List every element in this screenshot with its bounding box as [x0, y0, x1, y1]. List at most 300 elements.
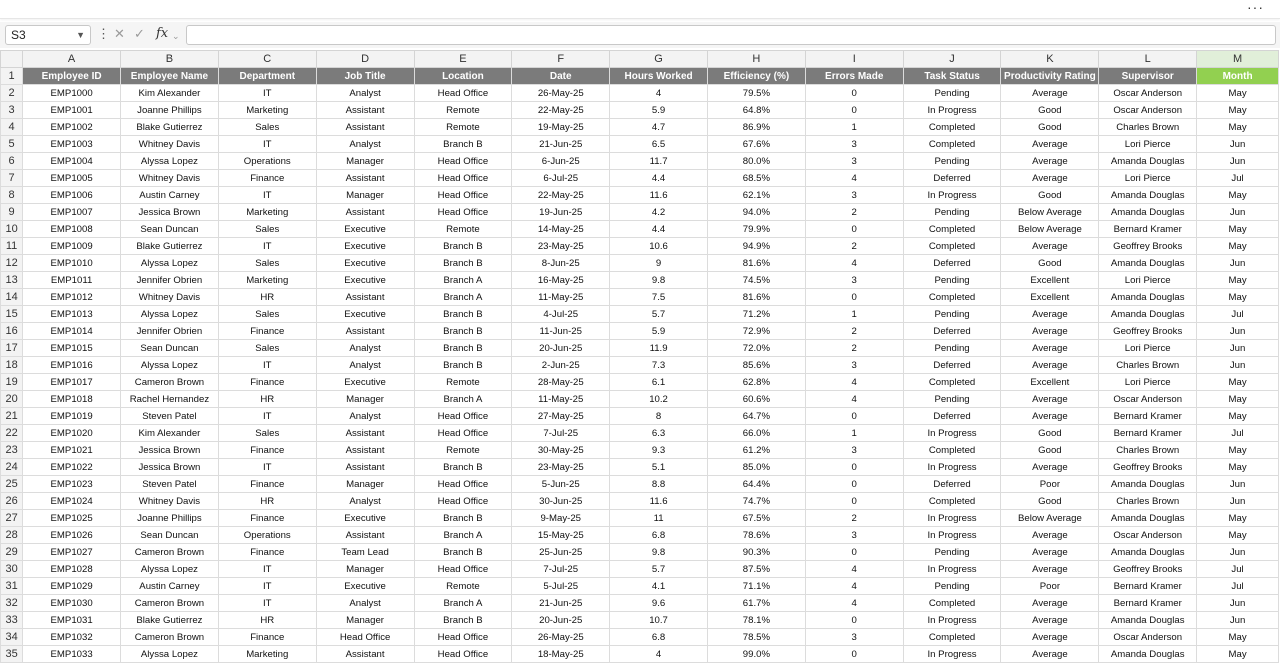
- cell[interactable]: Sean Duncan: [121, 527, 219, 544]
- cell[interactable]: In Progress: [903, 646, 1001, 663]
- cell[interactable]: EMP1004: [23, 153, 121, 170]
- cell[interactable]: Steven Patel: [121, 408, 219, 425]
- cell[interactable]: IT: [218, 357, 316, 374]
- cell[interactable]: EMP1019: [23, 408, 121, 425]
- cell[interactable]: Lori Pierce: [1099, 340, 1197, 357]
- cell[interactable]: Good: [1001, 102, 1099, 119]
- row-number[interactable]: 15: [1, 306, 23, 323]
- cell[interactable]: 6.3: [610, 425, 708, 442]
- cell[interactable]: 90.3%: [707, 544, 805, 561]
- cell[interactable]: Alyssa Lopez: [121, 153, 219, 170]
- row-number[interactable]: 26: [1, 493, 23, 510]
- header-cell[interactable]: Department: [218, 68, 316, 85]
- cell[interactable]: 2-Jun-25: [512, 357, 610, 374]
- cell[interactable]: Remote: [414, 374, 512, 391]
- cell[interactable]: 4.2: [610, 204, 708, 221]
- cell[interactable]: EMP1018: [23, 391, 121, 408]
- cell[interactable]: 1: [805, 425, 903, 442]
- cell[interactable]: Pending: [903, 272, 1001, 289]
- row-number[interactable]: 25: [1, 476, 23, 493]
- cell[interactable]: Jul: [1197, 306, 1279, 323]
- cell[interactable]: IT: [218, 459, 316, 476]
- cell[interactable]: Jul: [1197, 578, 1279, 595]
- cell[interactable]: IT: [218, 408, 316, 425]
- cell[interactable]: Branch A: [414, 595, 512, 612]
- cell[interactable]: 27-May-25: [512, 408, 610, 425]
- cell[interactable]: Whitney Davis: [121, 493, 219, 510]
- header-cell[interactable]: Errors Made: [805, 68, 903, 85]
- cell[interactable]: 2: [805, 323, 903, 340]
- column-header[interactable]: J: [903, 51, 1001, 68]
- cell[interactable]: Pending: [903, 544, 1001, 561]
- cell[interactable]: 0: [805, 459, 903, 476]
- cell[interactable]: Head Office: [414, 204, 512, 221]
- row-number[interactable]: 28: [1, 527, 23, 544]
- cell[interactable]: Cameron Brown: [121, 374, 219, 391]
- cell[interactable]: May: [1197, 442, 1279, 459]
- cell[interactable]: May: [1197, 391, 1279, 408]
- cell[interactable]: 0: [805, 408, 903, 425]
- cell[interactable]: EMP1030: [23, 595, 121, 612]
- cell[interactable]: Bernard Kramer: [1099, 578, 1197, 595]
- cell[interactable]: Team Lead: [316, 544, 414, 561]
- cell[interactable]: Amanda Douglas: [1099, 306, 1197, 323]
- cell[interactable]: Head Office: [414, 187, 512, 204]
- cell[interactable]: 21-Jun-25: [512, 595, 610, 612]
- cell[interactable]: Charles Brown: [1099, 442, 1197, 459]
- cell[interactable]: 74.5%: [707, 272, 805, 289]
- cell[interactable]: EMP1028: [23, 561, 121, 578]
- cell[interactable]: HR: [218, 612, 316, 629]
- header-cell[interactable]: Employee Name: [121, 68, 219, 85]
- cell[interactable]: EMP1017: [23, 374, 121, 391]
- cell[interactable]: 23-May-25: [512, 459, 610, 476]
- row-number[interactable]: 2: [1, 85, 23, 102]
- cell[interactable]: May: [1197, 459, 1279, 476]
- cell[interactable]: Average: [1001, 544, 1099, 561]
- cell[interactable]: Finance: [218, 442, 316, 459]
- cell[interactable]: May: [1197, 85, 1279, 102]
- cell[interactable]: 4: [805, 374, 903, 391]
- cell[interactable]: Executive: [316, 238, 414, 255]
- row-number[interactable]: 5: [1, 136, 23, 153]
- cell[interactable]: IT: [218, 85, 316, 102]
- cell[interactable]: EMP1009: [23, 238, 121, 255]
- cell[interactable]: In Progress: [903, 459, 1001, 476]
- cell[interactable]: 4: [805, 170, 903, 187]
- cell[interactable]: 67.6%: [707, 136, 805, 153]
- column-header[interactable]: G: [610, 51, 708, 68]
- cell[interactable]: Assistant: [316, 289, 414, 306]
- row-number[interactable]: 3: [1, 102, 23, 119]
- cell[interactable]: Completed: [903, 595, 1001, 612]
- cell[interactable]: Head Office: [316, 629, 414, 646]
- cell[interactable]: 30-Jun-25: [512, 493, 610, 510]
- cell[interactable]: EMP1027: [23, 544, 121, 561]
- cell[interactable]: Average: [1001, 153, 1099, 170]
- column-header[interactable]: C: [218, 51, 316, 68]
- cell[interactable]: Sales: [218, 119, 316, 136]
- cell[interactable]: Completed: [903, 289, 1001, 306]
- header-cell[interactable]: Supervisor: [1099, 68, 1197, 85]
- cell[interactable]: Amanda Douglas: [1099, 187, 1197, 204]
- cell[interactable]: Head Office: [414, 476, 512, 493]
- cell[interactable]: Jun: [1197, 136, 1279, 153]
- cell[interactable]: Head Office: [414, 561, 512, 578]
- cell[interactable]: Branch B: [414, 357, 512, 374]
- cell[interactable]: Amanda Douglas: [1099, 476, 1197, 493]
- cell[interactable]: Marketing: [218, 272, 316, 289]
- cell[interactable]: 71.2%: [707, 306, 805, 323]
- cell[interactable]: Deferred: [903, 170, 1001, 187]
- cell[interactable]: Lori Pierce: [1099, 170, 1197, 187]
- cell[interactable]: IT: [218, 187, 316, 204]
- cell[interactable]: In Progress: [903, 561, 1001, 578]
- cell[interactable]: Assistant: [316, 646, 414, 663]
- cell[interactable]: 3: [805, 153, 903, 170]
- cell[interactable]: 0: [805, 221, 903, 238]
- cell[interactable]: Cameron Brown: [121, 595, 219, 612]
- cell[interactable]: 9: [610, 255, 708, 272]
- cell[interactable]: Average: [1001, 136, 1099, 153]
- cell[interactable]: Amanda Douglas: [1099, 612, 1197, 629]
- cell[interactable]: 6.1: [610, 374, 708, 391]
- cell[interactable]: 4: [805, 255, 903, 272]
- cell[interactable]: Alyssa Lopez: [121, 561, 219, 578]
- cell[interactable]: 79.5%: [707, 85, 805, 102]
- cell[interactable]: Manager: [316, 612, 414, 629]
- cell[interactable]: Branch B: [414, 323, 512, 340]
- cell[interactable]: 66.0%: [707, 425, 805, 442]
- cell[interactable]: Austin Carney: [121, 187, 219, 204]
- cell[interactable]: Remote: [414, 442, 512, 459]
- cell[interactable]: Head Office: [414, 629, 512, 646]
- cell[interactable]: 94.9%: [707, 238, 805, 255]
- cell[interactable]: Assistant: [316, 442, 414, 459]
- cell[interactable]: 4: [805, 595, 903, 612]
- cell[interactable]: Excellent: [1001, 374, 1099, 391]
- cell[interactable]: Jul: [1197, 170, 1279, 187]
- cell[interactable]: Marketing: [218, 102, 316, 119]
- cell[interactable]: Bernard Kramer: [1099, 221, 1197, 238]
- cell[interactable]: Alyssa Lopez: [121, 306, 219, 323]
- cell[interactable]: Average: [1001, 459, 1099, 476]
- cell[interactable]: Branch A: [414, 391, 512, 408]
- cell[interactable]: Branch B: [414, 510, 512, 527]
- cell[interactable]: Steven Patel: [121, 476, 219, 493]
- cell[interactable]: HR: [218, 289, 316, 306]
- cell[interactable]: 87.5%: [707, 561, 805, 578]
- cell[interactable]: Amanda Douglas: [1099, 153, 1197, 170]
- cell[interactable]: EMP1032: [23, 629, 121, 646]
- cell[interactable]: EMP1013: [23, 306, 121, 323]
- cell[interactable]: 5.9: [610, 102, 708, 119]
- cell[interactable]: May: [1197, 119, 1279, 136]
- cell[interactable]: Jun: [1197, 204, 1279, 221]
- cell[interactable]: In Progress: [903, 612, 1001, 629]
- cell[interactable]: Branch B: [414, 255, 512, 272]
- cell[interactable]: 3: [805, 442, 903, 459]
- header-cell[interactable]: Job Title: [316, 68, 414, 85]
- cell[interactable]: EMP1005: [23, 170, 121, 187]
- cell[interactable]: 11: [610, 510, 708, 527]
- cell[interactable]: Head Office: [414, 646, 512, 663]
- cell[interactable]: Executive: [316, 255, 414, 272]
- cell[interactable]: Deferred: [903, 476, 1001, 493]
- cell[interactable]: 0: [805, 476, 903, 493]
- row-number[interactable]: 11: [1, 238, 23, 255]
- header-cell[interactable]: Hours Worked: [610, 68, 708, 85]
- cell[interactable]: EMP1010: [23, 255, 121, 272]
- cell[interactable]: 79.9%: [707, 221, 805, 238]
- cell[interactable]: 99.0%: [707, 646, 805, 663]
- cell[interactable]: Cameron Brown: [121, 544, 219, 561]
- cell[interactable]: Finance: [218, 510, 316, 527]
- cell[interactable]: Deferred: [903, 255, 1001, 272]
- cell[interactable]: Assistant: [316, 119, 414, 136]
- cell[interactable]: Oscar Anderson: [1099, 391, 1197, 408]
- cell[interactable]: Sean Duncan: [121, 340, 219, 357]
- row-number[interactable]: 20: [1, 391, 23, 408]
- cell[interactable]: 81.6%: [707, 289, 805, 306]
- cell[interactable]: Jul: [1197, 425, 1279, 442]
- cell[interactable]: 5-Jul-25: [512, 578, 610, 595]
- cell[interactable]: Kim Alexander: [121, 425, 219, 442]
- cell[interactable]: 2: [805, 204, 903, 221]
- cell[interactable]: EMP1001: [23, 102, 121, 119]
- cell[interactable]: 20-Jun-25: [512, 340, 610, 357]
- cell[interactable]: Whitney Davis: [121, 170, 219, 187]
- row-number[interactable]: 7: [1, 170, 23, 187]
- cell[interactable]: Pending: [903, 85, 1001, 102]
- cell[interactable]: 61.7%: [707, 595, 805, 612]
- cell[interactable]: Whitney Davis: [121, 136, 219, 153]
- row-number[interactable]: 4: [1, 119, 23, 136]
- cell[interactable]: Average: [1001, 170, 1099, 187]
- cell[interactable]: Head Office: [414, 493, 512, 510]
- cell[interactable]: Alyssa Lopez: [121, 646, 219, 663]
- cell[interactable]: 2: [805, 510, 903, 527]
- cell[interactable]: May: [1197, 510, 1279, 527]
- cell[interactable]: May: [1197, 374, 1279, 391]
- cell[interactable]: 85.0%: [707, 459, 805, 476]
- header-cell[interactable]: Month: [1197, 68, 1279, 85]
- cell[interactable]: Bernard Kramer: [1099, 595, 1197, 612]
- cell[interactable]: 7-Jul-25: [512, 561, 610, 578]
- cell[interactable]: Finance: [218, 170, 316, 187]
- cancel-icon[interactable]: ✕: [114, 26, 125, 41]
- cell[interactable]: 22-May-25: [512, 187, 610, 204]
- cell[interactable]: Pending: [903, 306, 1001, 323]
- cell[interactable]: 5.7: [610, 306, 708, 323]
- cell[interactable]: 10.7: [610, 612, 708, 629]
- cell[interactable]: 11.6: [610, 493, 708, 510]
- cell[interactable]: 14-May-25: [512, 221, 610, 238]
- cell[interactable]: 6.8: [610, 629, 708, 646]
- row-number[interactable]: 8: [1, 187, 23, 204]
- cell[interactable]: In Progress: [903, 425, 1001, 442]
- cell[interactable]: 26-May-25: [512, 629, 610, 646]
- cell[interactable]: Good: [1001, 187, 1099, 204]
- cell[interactable]: Good: [1001, 255, 1099, 272]
- column-header[interactable]: L: [1099, 51, 1197, 68]
- cell[interactable]: Kim Alexander: [121, 85, 219, 102]
- cell[interactable]: In Progress: [903, 510, 1001, 527]
- cell[interactable]: Completed: [903, 119, 1001, 136]
- cell[interactable]: 20-Jun-25: [512, 612, 610, 629]
- cell[interactable]: Sales: [218, 221, 316, 238]
- cell[interactable]: Branch B: [414, 340, 512, 357]
- cell[interactable]: EMP1002: [23, 119, 121, 136]
- cell[interactable]: 71.1%: [707, 578, 805, 595]
- row-number[interactable]: 22: [1, 425, 23, 442]
- cell[interactable]: Good: [1001, 119, 1099, 136]
- cell[interactable]: Remote: [414, 221, 512, 238]
- cell[interactable]: Blake Gutierrez: [121, 238, 219, 255]
- cell[interactable]: Jennifer Obrien: [121, 323, 219, 340]
- cell[interactable]: Oscar Anderson: [1099, 629, 1197, 646]
- cell[interactable]: 0: [805, 493, 903, 510]
- cell[interactable]: Geoffrey Brooks: [1099, 238, 1197, 255]
- cell[interactable]: 60.6%: [707, 391, 805, 408]
- cell[interactable]: Assistant: [316, 204, 414, 221]
- name-box[interactable]: [5, 25, 91, 45]
- column-header[interactable]: H: [707, 51, 805, 68]
- cell[interactable]: 81.6%: [707, 255, 805, 272]
- cell[interactable]: 10.6: [610, 238, 708, 255]
- cell[interactable]: 6.5: [610, 136, 708, 153]
- cell[interactable]: 4: [610, 85, 708, 102]
- cell[interactable]: 94.0%: [707, 204, 805, 221]
- row-number[interactable]: 1: [1, 68, 23, 85]
- cell[interactable]: Executive: [316, 510, 414, 527]
- cell[interactable]: Manager: [316, 391, 414, 408]
- cell[interactable]: 4.4: [610, 170, 708, 187]
- cell[interactable]: 11-May-25: [512, 289, 610, 306]
- cell[interactable]: May: [1197, 187, 1279, 204]
- cell[interactable]: Joanne Phillips: [121, 102, 219, 119]
- cell[interactable]: Remote: [414, 119, 512, 136]
- cell[interactable]: Average: [1001, 85, 1099, 102]
- cell[interactable]: Completed: [903, 493, 1001, 510]
- row-number[interactable]: 19: [1, 374, 23, 391]
- cell[interactable]: 0: [805, 612, 903, 629]
- cell[interactable]: Jun: [1197, 476, 1279, 493]
- cell[interactable]: May: [1197, 221, 1279, 238]
- cell[interactable]: Completed: [903, 374, 1001, 391]
- cell[interactable]: Jun: [1197, 153, 1279, 170]
- cell[interactable]: 6.8: [610, 527, 708, 544]
- cell[interactable]: 4: [610, 646, 708, 663]
- cell[interactable]: 1: [805, 119, 903, 136]
- cell[interactable]: 11.6: [610, 187, 708, 204]
- cell[interactable]: Poor: [1001, 578, 1099, 595]
- cell[interactable]: 1: [805, 306, 903, 323]
- cell[interactable]: Blake Gutierrez: [121, 119, 219, 136]
- cell[interactable]: Sales: [218, 255, 316, 272]
- row-number[interactable]: 29: [1, 544, 23, 561]
- cell[interactable]: IT: [218, 136, 316, 153]
- row-number[interactable]: 6: [1, 153, 23, 170]
- cell[interactable]: May: [1197, 629, 1279, 646]
- cell[interactable]: 3: [805, 357, 903, 374]
- more-options-button[interactable]: ···: [1247, 0, 1264, 15]
- cell[interactable]: Lori Pierce: [1099, 136, 1197, 153]
- cell[interactable]: Geoffrey Brooks: [1099, 459, 1197, 476]
- cell[interactable]: Cameron Brown: [121, 629, 219, 646]
- cell[interactable]: Branch A: [414, 289, 512, 306]
- cell[interactable]: Alyssa Lopez: [121, 357, 219, 374]
- row-number[interactable]: 24: [1, 459, 23, 476]
- cell[interactable]: Remote: [414, 578, 512, 595]
- cell[interactable]: 7.3: [610, 357, 708, 374]
- cell[interactable]: Average: [1001, 561, 1099, 578]
- cell[interactable]: Jun: [1197, 323, 1279, 340]
- cell[interactable]: May: [1197, 408, 1279, 425]
- cell[interactable]: 5-Jun-25: [512, 476, 610, 493]
- cell[interactable]: 23-May-25: [512, 238, 610, 255]
- cell[interactable]: Amanda Douglas: [1099, 204, 1197, 221]
- cell[interactable]: 25-Jun-25: [512, 544, 610, 561]
- cell[interactable]: Bernard Kramer: [1099, 425, 1197, 442]
- cell[interactable]: 16-May-25: [512, 272, 610, 289]
- cell[interactable]: Charles Brown: [1099, 493, 1197, 510]
- cell[interactable]: Jun: [1197, 493, 1279, 510]
- cell[interactable]: Average: [1001, 629, 1099, 646]
- cell[interactable]: Deferred: [903, 323, 1001, 340]
- cell[interactable]: Analyst: [316, 357, 414, 374]
- cell[interactable]: May: [1197, 238, 1279, 255]
- cell[interactable]: IT: [218, 595, 316, 612]
- cell[interactable]: Jennifer Obrien: [121, 272, 219, 289]
- cell[interactable]: Blake Gutierrez: [121, 612, 219, 629]
- cell[interactable]: 18-May-25: [512, 646, 610, 663]
- cell[interactable]: EMP1003: [23, 136, 121, 153]
- chevron-down-icon[interactable]: ▼: [76, 30, 85, 40]
- cell[interactable]: Average: [1001, 357, 1099, 374]
- cell[interactable]: HR: [218, 391, 316, 408]
- cell[interactable]: Below Average: [1001, 204, 1099, 221]
- cell[interactable]: 62.8%: [707, 374, 805, 391]
- cell[interactable]: Completed: [903, 238, 1001, 255]
- row-number[interactable]: 18: [1, 357, 23, 374]
- cell[interactable]: 4: [805, 578, 903, 595]
- cell[interactable]: EMP1024: [23, 493, 121, 510]
- cell[interactable]: Analyst: [316, 85, 414, 102]
- cell[interactable]: Marketing: [218, 646, 316, 663]
- enter-icon[interactable]: ✓: [134, 26, 145, 41]
- cell[interactable]: 64.7%: [707, 408, 805, 425]
- cell[interactable]: 67.5%: [707, 510, 805, 527]
- cell[interactable]: Branch A: [414, 527, 512, 544]
- column-header[interactable]: E: [414, 51, 512, 68]
- cell[interactable]: Deferred: [903, 357, 1001, 374]
- cell[interactable]: 5.7: [610, 561, 708, 578]
- cell[interactable]: Jun: [1197, 340, 1279, 357]
- cell[interactable]: 8-Jun-25: [512, 255, 610, 272]
- header-cell[interactable]: Employee ID: [23, 68, 121, 85]
- cell[interactable]: 64.4%: [707, 476, 805, 493]
- cell[interactable]: Executive: [316, 374, 414, 391]
- cell[interactable]: Branch B: [414, 306, 512, 323]
- cell[interactable]: In Progress: [903, 102, 1001, 119]
- cell[interactable]: 7-Jul-25: [512, 425, 610, 442]
- header-cell[interactable]: Productivity Rating: [1001, 68, 1099, 85]
- cell[interactable]: 78.1%: [707, 612, 805, 629]
- cell[interactable]: EMP1015: [23, 340, 121, 357]
- cell[interactable]: 8.8: [610, 476, 708, 493]
- cell[interactable]: Head Office: [414, 170, 512, 187]
